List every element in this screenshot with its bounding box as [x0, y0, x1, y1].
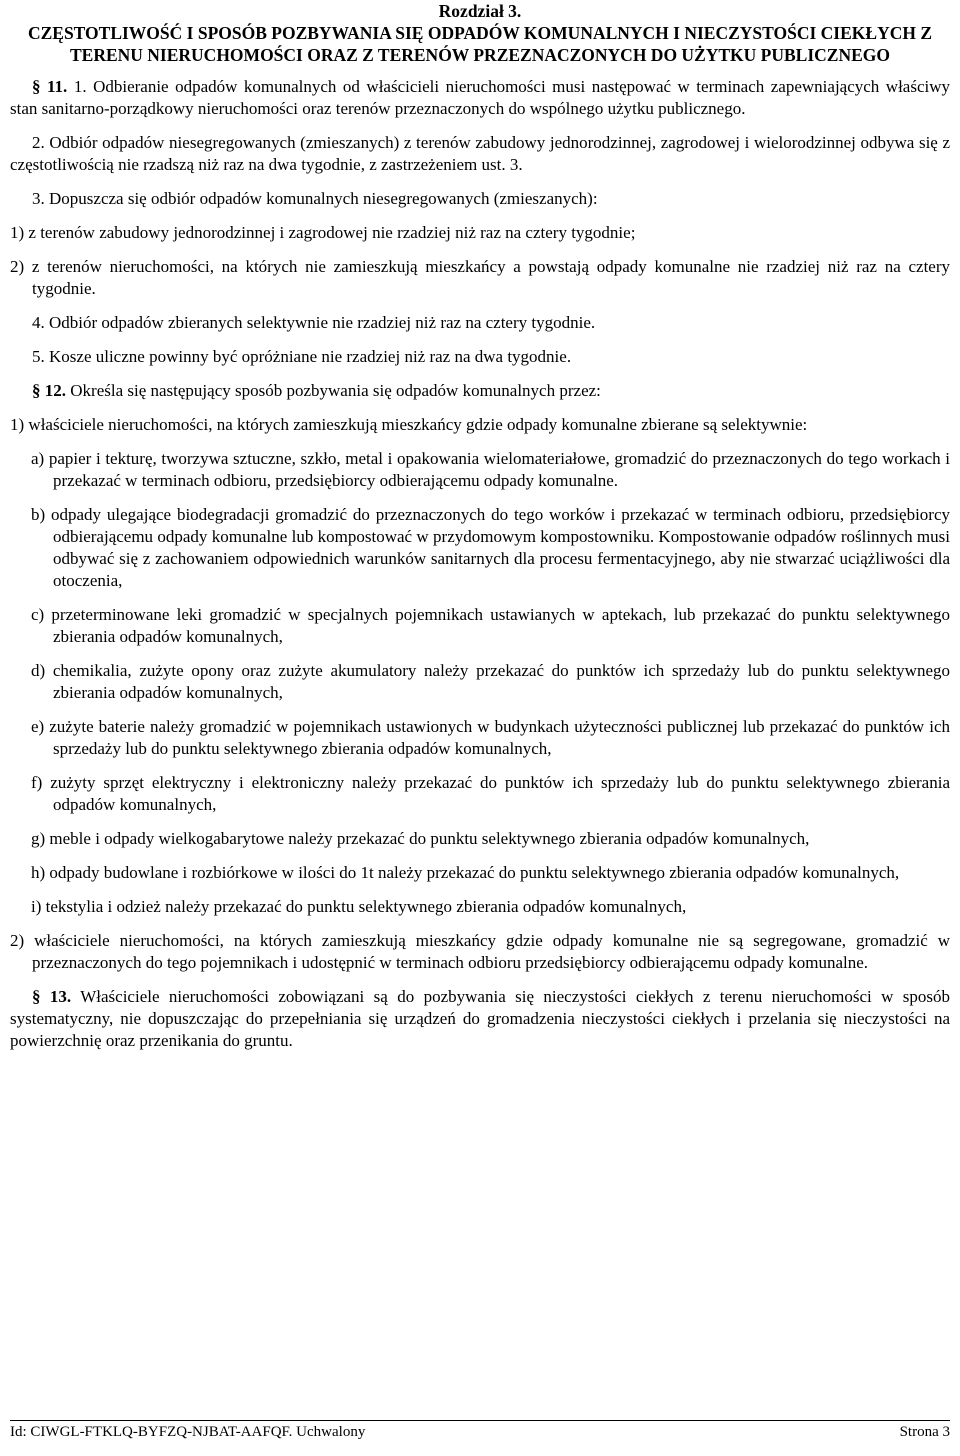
- s11-num: § 11.: [32, 77, 68, 96]
- s11-p4: [10, 312, 950, 334]
- s12-item-i: i) tekstylia i odzież należy przekazać do punktu selektywnego zbierania odpadów komunalnych,: [31, 897, 687, 916]
- s11-p4-text: Odbiór odpadów zbieranych selektywnie nie rzadziej niż raz na cztery tygodnie.: [49, 313, 596, 332]
- chapter-title: CZĘSTOTLIWOŚĆ I SPOSÓB POZBYWANIA SIĘ ODPADÓW KOMUNALNYCH I NIECZYSTOŚCI CIEKŁYCH Z TERENU NIERUCHOMOŚCI ORAZ Z TERENÓW PRZEZNACZONYCH DO UŻYTKU PUBLICZNEGO: [27, 23, 933, 65]
- s11-p5: [10, 346, 950, 368]
- page-number: Strona 3: [899, 1424, 950, 1440]
- s12-item-b: b) odpady ulegające biodegradacji gromadzić do przeznaczonych do tego worków i przekazać w terminach odbioru, przedsiębiorcy odbierającemu odpady komunalne lub kompostować w przydomowym kompostowniku. Kompostowanie odpadów roślinnych musi odbywać się z zachowaniem odpowiednich warunków sanitarnych dla procesu fermentacyjnego, aby nie stwarzać uciążliwości dla otoczenia,: [31, 505, 950, 590]
- s11-p3: [10, 188, 950, 210]
- s13-paragraph: [10, 986, 950, 1052]
- s12-item-g: g) meble i odpady wielkogabarytowe należy przekazać do punktu selektywnego zbierania odpadów komunalnych,: [31, 829, 810, 848]
- s11-p3-num: 3.: [32, 189, 45, 208]
- s11-p2-num: 2.: [32, 133, 45, 152]
- s12-item-2: 2) właściciele nieruchomości, na których zamieszkują mieszkańcy gdzie odpady komunalne nie są segregowane, gromadzić w przeznaczonych do tego pojemnikach i udostępnić w terminach odbioru przedsiębiorcy odbierającemu odpady komunalne.: [10, 931, 950, 972]
- s11-p5-text: Kosze uliczne powinny być opróżniane nie rzadziej niż raz na dwa tygodnie.: [49, 347, 572, 366]
- s11-p1: [10, 76, 950, 120]
- s12-item-a: a) papier i tekturę, tworzywa sztuczne, szkło, metal i opakowania wielomateriałowe, gromadzić do przeznaczonych do tego workach i przekazać w terminach odbioru, przedsiębiorcy odbierającemu odpady komunalne.: [31, 449, 950, 490]
- s11-p2: [10, 132, 950, 176]
- s12-intro: [10, 380, 950, 402]
- s11-p3-text: Dopuszcza się odbiór odpadów komunalnych niesegregowanych (zmieszanych):: [49, 189, 598, 208]
- s12-intro-text: Określa się następujący sposób pozbywania się odpadów komunalnych przez:: [70, 381, 601, 400]
- s11-p1-text: Odbieranie odpadów komunalnych od właścicieli nieruchomości musi następować w terminach zapewniających właściwy stan sanitarno-porządkowy nieruchomości oraz terenów przeznaczonych do wspólnego użytku publicznego.: [10, 77, 951, 118]
- s11-p3-item-2: 2) z terenów nieruchomości, na których nie zamieszkują mieszkańcy a powstają odpady komunalne nie rzadziej niż raz na cztery tygodnie.: [10, 257, 950, 298]
- chapter-heading: Rozdział 3.: [438, 1, 522, 21]
- s12-item-e: e) zużyte baterie należy gromadzić w pojemnikach ustawionych w budynkach użyteczności publicznej lub przekazać do punktów ich sprzedaży lub do punktu selektywnego zbierania odpadów komunalnych,: [31, 717, 950, 758]
- s12-item-h: h) odpady budowlane i rozbiórkowe w ilości do 1t należy przekazać do punktu selektywnego zbierania odpadów komunalnych,: [31, 863, 900, 882]
- document-page: [10, 0, 950, 1052]
- document-id: Id: CIWGL-FTKLQ-BYFZQ-NJBAT-AAFQF. Uchwalony: [10, 1424, 366, 1440]
- s12-item-c: c) przeterminowane leki gromadzić w specjalnych pojemnikach ustawianych w aptekach, lub przekazać do punktu selektywnego zbierania odpadów komunalnych,: [31, 605, 950, 646]
- s12-num: § 12.: [32, 381, 66, 400]
- s11-p1-num: 1.: [73, 77, 87, 96]
- page-footer: [10, 1420, 950, 1441]
- s13-text: Właściciele nieruchomości zobowiązani są do pozbywania się nieczystości ciekłych z terenu nieruchomości w sposób systematyczny, nie dopuszczając do przepełniania się urządzeń do gromadzenia nieczystości ciekłych i przelania się nieczystości na powierzchnię oraz przenikania do gruntu.: [10, 987, 950, 1050]
- s11-p3-item-1: 1) z terenów zabudowy jednorodzinnej i zagrodowej nie rzadziej niż raz na cztery tygodnie;: [10, 223, 636, 242]
- s11-p4-num: 4.: [32, 313, 45, 332]
- s11-p2-text: Odbiór odpadów niesegregowanych (zmieszanych) z terenów zabudowy jednorodzinnej, zagrodowej i wielorodzinnej odbywa się z częstotliwością nie rzadszą niż raz na dwa tygodnie, z zastrzeżeniem ust. 3.: [10, 133, 950, 174]
- s12-item-f: f) zużyty sprzęt elektryczny i elektroniczny należy przekazać do punktów ich sprzedaży lub do punktu selektywnego zbierania odpadów komunalnych,: [31, 773, 950, 814]
- s13-num: § 13.: [32, 987, 72, 1006]
- s12-item-d: d) chemikalia, zużyte opony oraz zużyte akumulatory należy przekazać do punktów ich sprzedaży lub do punktu selektywnego zbierania odpadów komunalnych,: [31, 661, 950, 702]
- s11-p5-num: 5.: [32, 347, 45, 366]
- s12-item-1: 1) właściciele nieruchomości, na których zamieszkują mieszkańcy gdzie odpady komunalne zbierane są selektywnie:: [10, 415, 808, 434]
